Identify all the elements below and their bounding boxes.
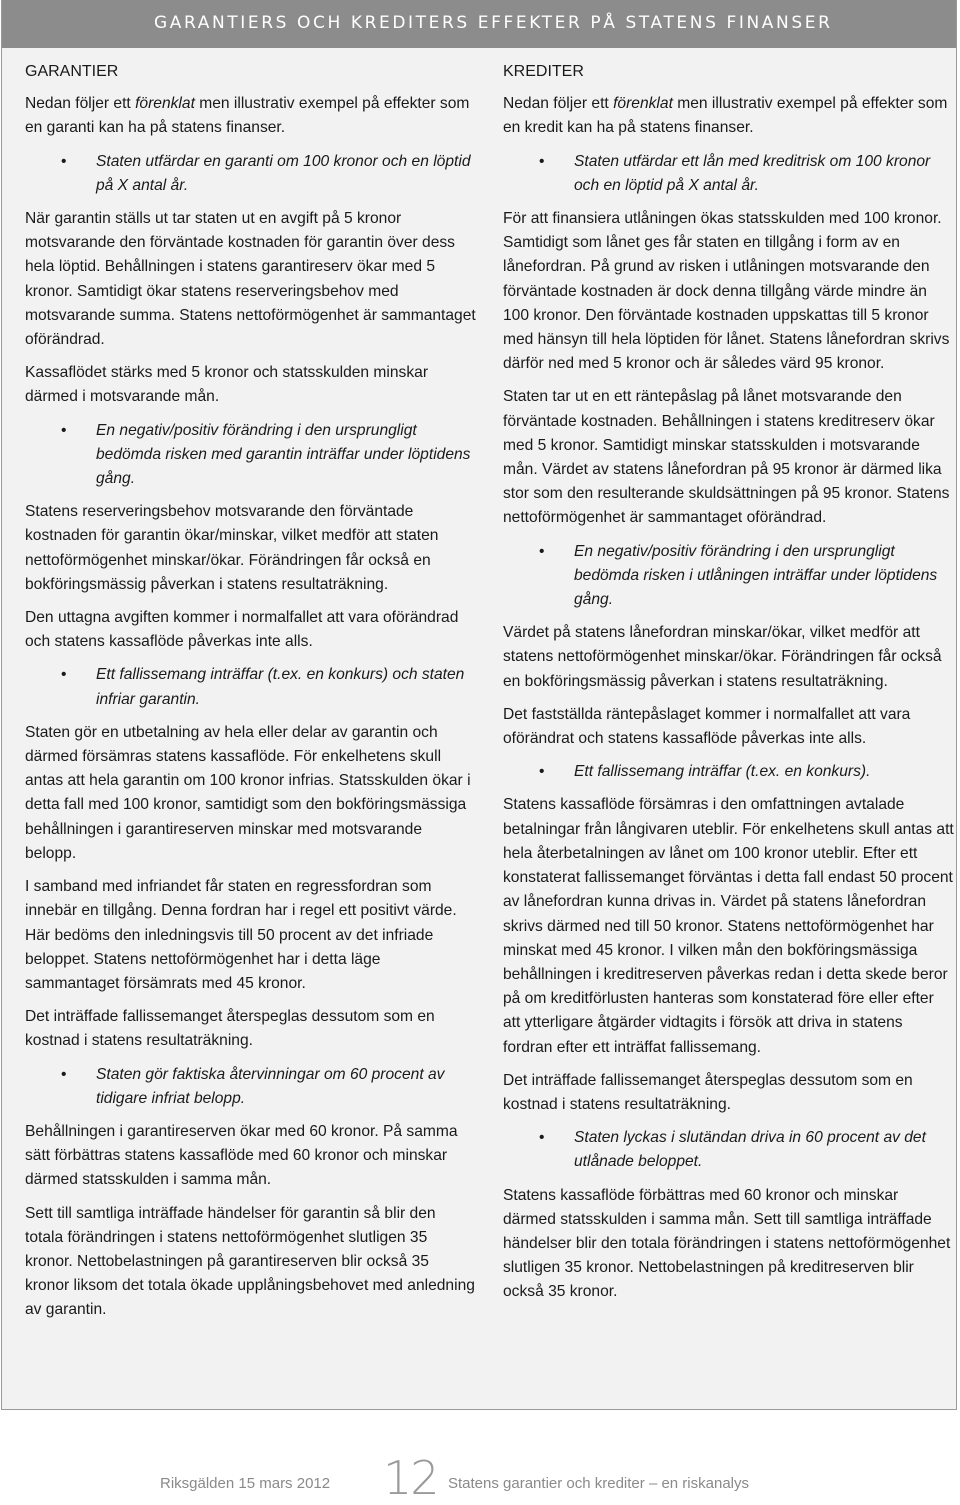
- body-paragraph: Statens kassaflöde försämras i den omfattningen avtalade betalningar från långivaren uteblir. För enkelhetens skull antas att hela återbetalningen av lånet om 100 kronor uteblir. Efter ett konstaterat fallissemanget förväntas i detta fall endast 50 procent av lånefordran kunna drivas in. Värdet på statens lånefordran skrivs därmed ned till 50 kronor. Statens nettoförmögenhet har minskat med 45 kronor. I vilken mån den bokföringsmässiga behållningen i kreditreserven påverkas redan i detta skede beror på om kreditförlusten hanteras som konstaterad före eller efter att ytterligare åtgärder vidtagits i försök att driva in statens fordran efter ett inträffat fallissemang.: [503, 796, 954, 1056]
- bullet-text: Staten utfärdar ett lån med kreditrisk om 100 kronor och en löptid på X antal år.: [574, 152, 931, 194]
- column-body: [25, 150, 477, 1323]
- page-number: 12: [383, 1451, 438, 1505]
- bullet-text: Staten gör faktiska återvinningar om 60 procent av tidigare infriat belopp.: [96, 1065, 445, 1107]
- bullet-text: Ett fallissemang inträffar (t.ex. en konkurs).: [574, 763, 871, 781]
- body-paragraph: Behållningen i garantireserven ökar med 60 kronor. På samma sätt förbättras statens kassaflöde med 60 kronor och minskar därmed statsskulden i samma mån.: [25, 1122, 458, 1189]
- column-body: [503, 150, 955, 1305]
- footer-publisher-date: Riksgälden 15 mars 2012: [160, 1475, 331, 1492]
- intro-paragraph: [503, 92, 955, 140]
- intro-text: Nedan följer ett: [503, 95, 614, 113]
- bullet-dot-icon: •: [61, 666, 67, 684]
- intro-emphasis: förenklat: [613, 95, 673, 113]
- bullet-dot-icon: •: [61, 421, 67, 439]
- bullet-item: [503, 540, 955, 613]
- body-paragraph: Staten gör en utbetalning av hela eller delar av garantin och därmed försämras statens kassaflöde. För enkelhetens skull antas att hela garantin om 100 kronor infrias. Statsskulden ökar i detta fall med 100 kronor, samtidigt som den bokföringsmässiga behållningen i garantireserven minskar med motsvarande belopp.: [25, 723, 471, 862]
- bullet-text: Ett fallissemang inträffar (t.ex. en konkurs) och staten infriar garantin.: [96, 666, 465, 708]
- bullet-item: [503, 150, 955, 198]
- column-title: GARANTIER: [25, 63, 119, 80]
- intro-text: men illustrativ exempel på effekter som en kredit kan ha på statens finanser.: [503, 95, 948, 137]
- garantier-column: [25, 60, 477, 1332]
- bullet-item: [25, 1063, 477, 1111]
- bullet-dot-icon: •: [539, 1129, 545, 1147]
- body-paragraph: För att finansiera utlåningen ökas statsskulden med 100 kronor. Samtidigt som lånet ges får staten en tillgång i form av en lånefordran. På grund av risken i utlåningen motsvarande den förväntade kostnaden är dock denna tillgång värde mindre än 100 kronor. Den förväntade kostnaden uppskattas till 5 kronor med hänsyn till hela löptiden för lånet. Statens lånefordran skrivs därför ned med 5 kronor och är således värd 95 kronor.: [503, 210, 950, 373]
- bullet-text: En negativ/positiv förändring i den ursprungligt bedömda risken med garantin inträffar under löptidens gång.: [96, 421, 471, 488]
- krediter-column: [503, 60, 955, 1314]
- body-paragraph: Sett till samtliga inträffade händelser för garantin så blir den totala förändringen i statens nettoförmögenhet slutligen 35 kronor. Nettobelastningen på garantireserven blir också 35 kronor liksom det totala ökade upplåningsbehovet med anledning av garantin.: [25, 1204, 475, 1319]
- body-paragraph: Statens reserveringsbehov motsvarande den förväntade kostnaden för garantin ökar/minskar, vilket medför att staten nettoförmögenhet minskar/ökar. Förändringen får också en bokföringsmässig påverkan i statens resultaträkning.: [25, 503, 439, 593]
- body-paragraph: Den uttagna avgiften kommer i normalfallet att vara oförändrad och statens kassaflöde påverkas inte alls.: [25, 609, 459, 651]
- bullet-item: [503, 760, 955, 784]
- intro-text: men illustrativ exempel på effekter som en garanti kan ha på statens finanser.: [25, 95, 470, 137]
- body-paragraph: Det inträffade fallissemanget återspeglas dessutom som en kostnad i statens resultaträkning.: [503, 1071, 913, 1113]
- bullet-item: [25, 150, 477, 198]
- intro-paragraph: [25, 92, 477, 140]
- bullet-dot-icon: •: [61, 1065, 67, 1083]
- body-paragraph: I samband med infriandet får staten en regressfordran som innebär en tillgång. Denna fordran har i regel ett positivt värde. Här bedöms den inledningsvis till 50 procent av det infriade beloppet. Statens nettoförmögenhet har i detta läge sammantaget försämrats med 45 kronor.: [25, 878, 457, 992]
- page-footer: [0, 1451, 960, 1505]
- column-title: KREDITER: [503, 63, 584, 80]
- body-paragraph: Kassaflödet stärks med 5 kronor och statsskulden minskar därmed i motsvarande mån.: [25, 364, 429, 406]
- bullet-dot-icon: •: [539, 152, 545, 170]
- body-paragraph: Värdet på statens lånefordran minskar/ökar, vilket medför att statens nettoförmögenhet minskar/ökar. Förändringen får också en bokföringsmässig påverkan i statens resultaträkning.: [503, 624, 942, 690]
- body-paragraph: Det inträffade fallissemanget återspeglas dessutom som en kostnad i statens resultaträkning.: [25, 1008, 435, 1050]
- bullet-dot-icon: •: [61, 152, 67, 170]
- bullet-item: [503, 1126, 955, 1174]
- body-paragraph: När garantin ställs ut tar staten ut en avgift på 5 kronor motsvarande den förväntade kostnaden för garantin över dess hela löptid. Behållningen i statens garantireserv ökar med 5 kronor. Samtidigt ökar statens reserveringsbehov med motsvarande summa. Statens nettoförmögenhet är sammantaget oförändrad.: [25, 210, 476, 349]
- header-band: [2, 0, 956, 48]
- bullet-text: En negativ/positiv förändring i den ursprungligt bedömda risken i utlåningen inträffar under löptidens gång.: [574, 542, 938, 609]
- footer-report-title: Statens garantier och krediter – en riskanalys: [448, 1475, 749, 1492]
- intro-text: Nedan följer ett: [25, 95, 136, 113]
- bullet-dot-icon: •: [539, 542, 545, 560]
- bullet-text: Staten utfärdar en garanti om 100 kronor och en löptid på X antal år.: [96, 152, 471, 194]
- bullet-dot-icon: •: [539, 763, 545, 781]
- intro-emphasis: förenklat: [135, 95, 195, 113]
- body-paragraph: Staten tar ut en ett räntepåslag på lånet motsvarande den förväntade kostnaden. Behållningen i statens kreditreserv ökar med 5 kronor. Samtidigt minskar statsskulden i motsvarande mån. Värdet av statens lånefordran på 95 kronor är därmed lika stor som den resulterande skuldsättningen på 95 kronor. Statens nettoförmögenhet är sammantaget oförändrad.: [503, 388, 950, 527]
- bullet-item: [25, 663, 477, 711]
- bullet-text: Staten lyckas i slutändan driva in 60 procent av det utlånade beloppet.: [574, 1129, 926, 1171]
- page-header-title: GARANTIERS OCH KREDITERS EFFEKTER PÅ STATENS FINANSER: [154, 13, 833, 33]
- body-paragraph: Det fastställda räntepåslaget kommer i normalfallet att vara oförändrat och statens kassaflöde påverkas inte alls.: [503, 705, 911, 748]
- body-paragraph: Statens kassaflöde förbättras med 60 kronor och minskar därmed statsskulden i samma mån. Sett till samtliga inträffade händelser blir den totala förändringen i statens nettoförmögenhet slutligen 35 kronor. Nettobelastningen på kreditreserven blir också 35 kronor.: [503, 1186, 951, 1301]
- bullet-item: [25, 419, 477, 492]
